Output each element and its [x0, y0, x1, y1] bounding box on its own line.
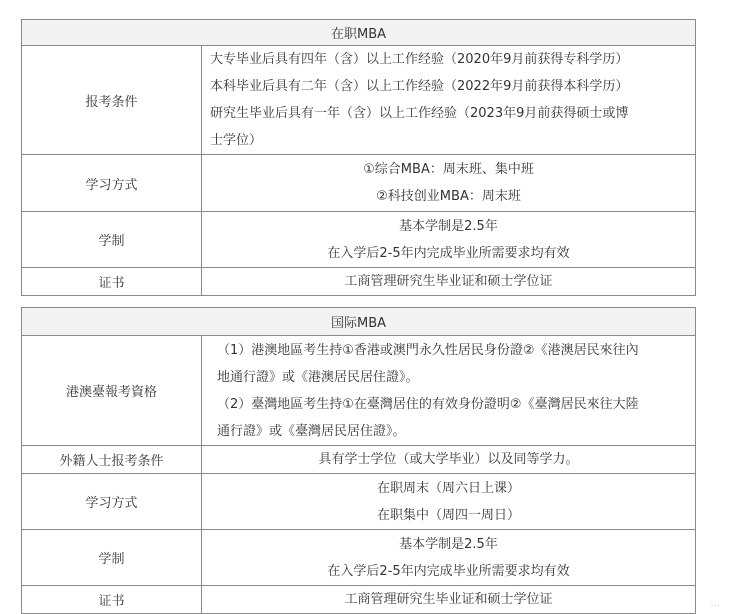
row-label: 证书	[22, 586, 202, 614]
row-label: 学制	[22, 530, 202, 586]
row-value	[202, 446, 696, 474]
value-line: 具有学士学位（或大学毕业）以及同等学力。	[318, 452, 579, 467]
row-label: 学习方式	[22, 474, 202, 530]
table-row	[22, 46, 696, 155]
table-title: 在职MBA	[22, 20, 696, 46]
value-line: 研究生毕业后具有一年（含）以上工作经验（2023年9月前获得硕士或博	[210, 106, 629, 121]
value-line: 基本学制是2.5年	[399, 218, 498, 234]
row-value	[202, 336, 696, 446]
table-title: 国际MBA	[22, 308, 696, 336]
watermark: ···	[710, 601, 720, 612]
row-value	[202, 268, 696, 296]
value-line: 地通行證》或《港澳居民居住證》。	[217, 369, 419, 385]
value-line: 在职集中（周四一周日）	[376, 507, 520, 523]
value-line: 工商管理研究生毕业证和硕士学位证	[344, 274, 553, 289]
row-label: 报考条件	[22, 46, 202, 155]
row-value	[202, 46, 696, 155]
value-line: （1）港澳地區考生持①香港或澳門永久性居民身份證②《港澳居民來往內	[217, 342, 639, 358]
table-row	[22, 155, 696, 212]
table-row	[22, 336, 696, 446]
table-row	[22, 474, 696, 530]
table-row	[22, 212, 696, 268]
row-value	[202, 155, 696, 212]
row-label: 学习方式	[22, 155, 202, 212]
value-line: ②科技创业MBA：周末班	[376, 189, 521, 204]
value-line: 工商管理研究生毕业证和硕士学位证	[344, 592, 553, 607]
row-label: 外籍人士报考条件	[22, 446, 202, 474]
international-mba-table	[21, 307, 696, 614]
value-line: 士学位）	[210, 133, 263, 148]
table-row	[22, 586, 696, 614]
value-line: 在职周末（周六日上课）	[376, 480, 520, 496]
table-row	[22, 268, 696, 296]
row-value	[202, 586, 696, 614]
row-label: 港澳臺報考資格	[22, 336, 202, 446]
value-line: （2）臺灣地區考生持①在臺灣居住的有效身份證明②《臺灣居民來往大陸	[217, 396, 639, 412]
row-label: 证书	[22, 268, 202, 296]
row-value	[202, 212, 696, 268]
in-service-mba-table	[21, 19, 696, 296]
value-line: 在入学后2-5年内完成毕业所需要求均有效	[327, 563, 570, 579]
table-row	[22, 530, 696, 586]
value-line: 本科毕业后具有二年（含）以上工作经验（2022年9月前获得本科学历）	[210, 79, 629, 94]
table-row	[22, 446, 696, 474]
row-value	[202, 530, 696, 586]
value-line: 基本学制是2.5年	[399, 536, 498, 552]
value-line: 通行證》或《臺灣居民居住證》。	[217, 423, 406, 439]
value-line: ①综合MBA：周末班、集中班	[363, 162, 534, 177]
row-value	[202, 474, 696, 530]
row-label: 学制	[22, 212, 202, 268]
value-line: 大专毕业后具有四年（含）以上工作经验（2020年9月前获得专科学历）	[210, 52, 629, 67]
value-line: 在入学后2-5年内完成毕业所需要求均有效	[327, 245, 570, 261]
